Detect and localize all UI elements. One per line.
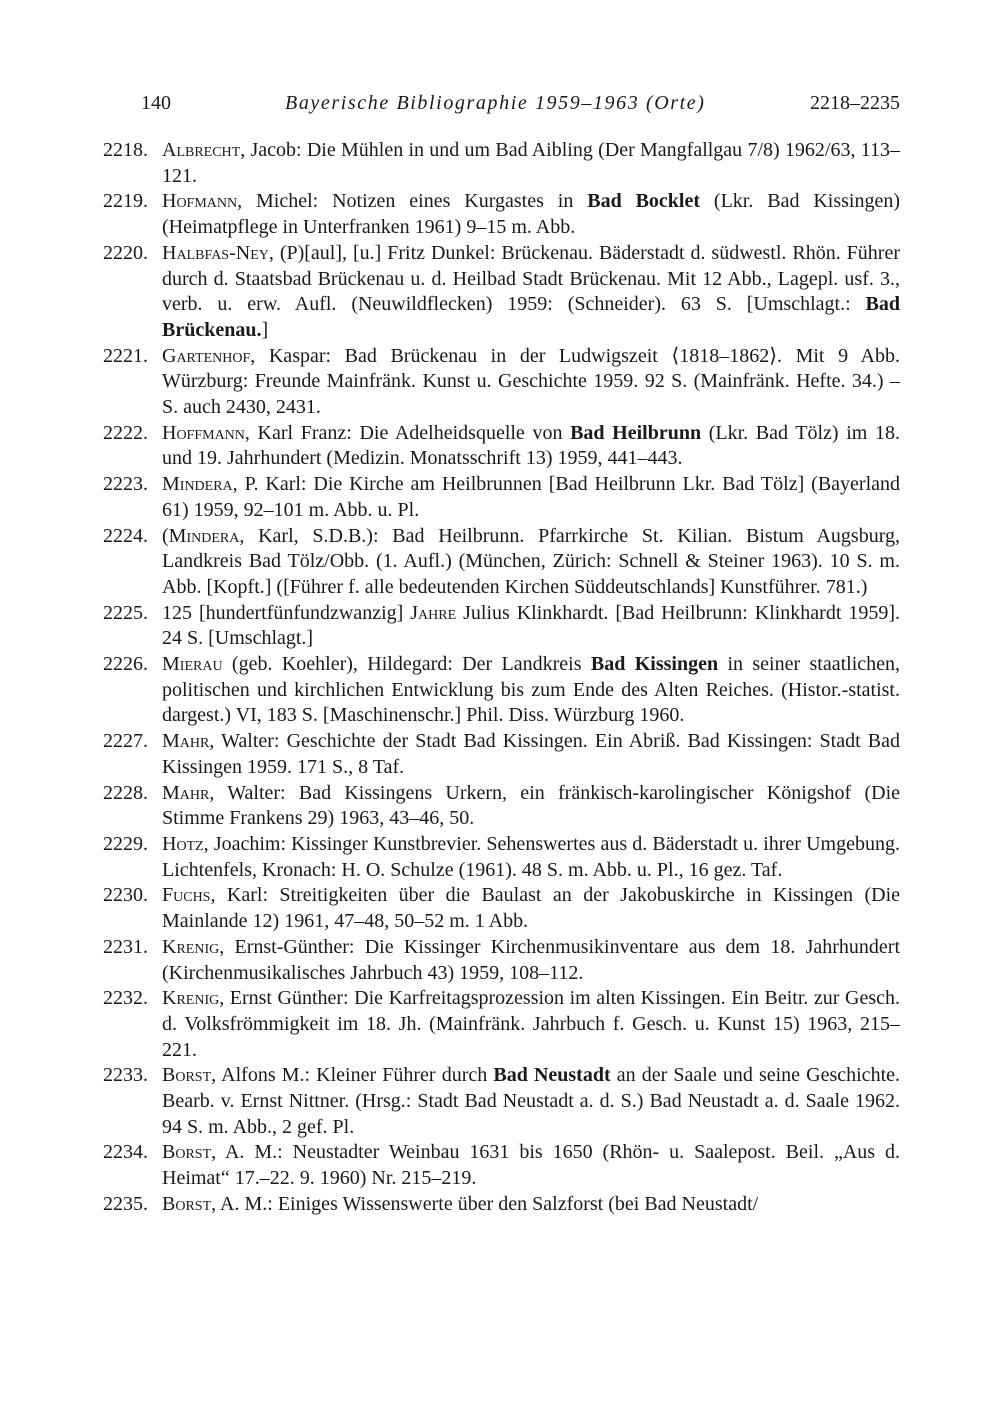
bibliography-entry (103, 652, 900, 729)
entry-number: 2219. (103, 190, 148, 213)
author-name: Mindera (168, 524, 240, 547)
entry-number: 2222. (103, 421, 148, 444)
entry-number: 2232. (103, 987, 148, 1010)
bibliography-entry (103, 781, 900, 832)
entry-number: 2223. (103, 473, 148, 496)
bibliography-entry (103, 935, 900, 986)
author-name: Jahre (410, 601, 457, 624)
bibliography-entry (103, 472, 900, 523)
entry-number: 2226. (103, 653, 148, 676)
entry-text: , Michel: Notizen eines Kurgastes in (237, 190, 588, 213)
entry-number: 2230. (103, 884, 148, 907)
entry-text: ( (162, 524, 169, 547)
bibliography-entry (103, 1192, 900, 1218)
entry-text: , A. M.: Einiges Wissenswerte über den Salzforst (bei Bad Neustadt/ (211, 1192, 759, 1215)
entry-number: 2227. (103, 730, 148, 753)
author-name: Mierau (162, 653, 223, 676)
entry-text: , Walter: Bad Kissingens Urkern, ein fränkisch-karolingischer Königshof (Die Stimme Frankens 29) 1963, 43–46, 50. (162, 781, 900, 830)
entry-text: Julius Klinkhardt. [Bad Heilbrunn: Klinkhardt 1959]. 24 S. [Umschlagt.] (162, 601, 900, 650)
entry-text: , Alfons M.: Kleiner Führer durch (211, 1064, 494, 1087)
bibliography-entry (103, 524, 900, 601)
author-name: Mahr (162, 730, 210, 753)
author-name: Mindera (162, 473, 233, 496)
entry-text: (Lkr. Bad Kissingen) (Heimatpflege in Unterfranken 1961) 9–15 m. Abb. (162, 190, 900, 239)
author-name: Hofmann (162, 190, 238, 213)
author-name: Gartenhof (162, 344, 251, 367)
place-name: Bad Brückenau. (162, 293, 900, 341)
bibliography-entry (103, 1063, 900, 1140)
author-name: Krenig (162, 935, 220, 958)
entry-text: , Kaspar: Bad Brückenau in der Ludwigszeit ⟨1818–1862⟩. Mit 9 Abb. Würzburg: Freunde Mainfränk. Kunst u. Geschichte 1959. 92 S. (Mainfränk. Hefte. 34.) – S. auch 2430, 2431. (162, 344, 900, 419)
entry-number: 2225. (103, 601, 148, 624)
entry-text: an der Saale und seine Geschichte. Bearb. v. Ernst Nittner. (Hrsg.: Stadt Bad Neustadt a. d. S.) Bad Neustadt a. d. Saale 1962. 94 S. m. Abb., 2 gef. Pl. (162, 1064, 900, 1138)
running-title: Bayerische Bibliographie 1959–1963 (Orte) (285, 92, 706, 114)
running-head (103, 88, 900, 118)
entry-text: (Lkr. Bad Tölz) im 18. und 19. Jahrhundert (Medizin. Monatsschrift 13) 1959, 441–443. (162, 421, 900, 470)
entry-number: 2229. (103, 832, 148, 855)
author-name: Albrecht (162, 139, 241, 161)
entry-text: in seiner staatlichen, politischen und kirchlichen Entwicklung bis zum Ende des Alten Reiches. (Histor.-statist. dargest.) VI, 183 S. [Maschinenschr.] Phil. Diss. Würzburg 1960. (162, 653, 901, 727)
entry-text: , Jacob: Die Mühlen in und um Bad Aibling (Der Mangfallgau 7/8) 1962/63, 113–121. (162, 139, 900, 187)
entry-text: , Karl, S.D.B.): Bad Heilbrunn. Pfarrkirche St. Kilian. Bistum Augsburg, Landkreis Bad Tölz/Obb. (1. Aufl.) (München, Zürich: Schnell & Steiner 1963). 10 S. m. Abb. [Kopft.] ([Führer f. alle bedeutenden Kirchen Süddeutschlands] Kunstführer. 781.) (162, 524, 900, 598)
entry-text: , A. M.: Neustadter Weinbau 1631 bis 1650 (Rhön- u. Saalepost. Beil. „Aus d. Heimat“ 17.–22. 9. 1960) Nr. 215–219. (162, 1141, 900, 1190)
page-number: 140 (141, 92, 171, 114)
bibliography-entry (103, 832, 900, 883)
author-name: Mahr (162, 781, 210, 804)
entry-text: , (P)[aul], [u.] Fritz Dunkel: Brückenau. Bäderstadt d. südwestl. Rhön. Führer durch d. Staatsbad Brückenau u. d. Heilbad Stadt Brückenau. Mit 12 Abb., Lagepl. usf. 3., verb. u. erw. Aufl. (Neuwildflecken) 1959: (Schneider). 63 S. [Umschlagt.: (162, 241, 900, 316)
bibliography-entry (103, 189, 900, 240)
place-name: Bad Kissingen (590, 653, 719, 676)
entry-number: 2218. (103, 139, 148, 161)
author-name: Hotz (162, 832, 204, 855)
bibliography-entry (103, 729, 900, 780)
bibliography-entry (103, 344, 900, 421)
bibliography-entry (103, 421, 900, 472)
entry-range: 2218–2235 (810, 92, 900, 114)
entry-text: , Ernst Günther: Die Karfreitagsprozession im alten Kissingen. Ein Beitr. zur Gesch. d. Volksfrömmigkeit im 18. Jh. (Mainfränk. Jahrbuch f. Gesch. u. Kunst 15) 1963, 215–221. (162, 987, 900, 1061)
bibliography-entry (103, 883, 900, 934)
entry-text: ] (261, 318, 269, 341)
author-name: Halbfas-Ney (162, 241, 269, 264)
entry-text: , Karl Franz: Die Adelheidsquelle von (244, 421, 571, 444)
author-name: Borst (162, 1192, 212, 1215)
entry-number: 2231. (103, 935, 148, 958)
entry-number: 2220. (103, 241, 148, 264)
author-name: Borst (162, 1064, 212, 1087)
entry-number: 2224. (103, 524, 148, 547)
entry-text: , P. Karl: Die Kirche am Heilbrunnen [Bad Heilbrunn Lkr. Bad Tölz] (Bayerland 61) 1959, 92–101 m. Abb. u. Pl. (162, 473, 900, 521)
entry-number: 2234. (103, 1141, 148, 1164)
entry-text: , Karl: Streitigkeiten über die Baulast an der Jakobuskirche in Kissingen (Die Mainlande 12) 1961, 47–48, 50–52 m. 1 Abb. (162, 884, 900, 933)
entry-text: (geb. Koehler), Hildegard: Der Landkreis (222, 653, 591, 676)
bibliography-entry (103, 601, 900, 652)
place-name: Bad Neustadt (493, 1064, 611, 1087)
entry-number: 2233. (103, 1064, 148, 1087)
entry-number: 2235. (103, 1192, 148, 1215)
entry-text: 125 [hundertfünfundzwanzig] (162, 601, 411, 624)
entry-number: 2221. (103, 344, 148, 367)
bibliography-entry (103, 138, 900, 189)
bibliography-entry (103, 986, 900, 1063)
entry-text: , Ernst-Günther: Die Kissinger Kirchenmusikinventare aus dem 18. Jahrhundert (Kirchenmusikalisches Jahrbuch 43) 1959, 108–112. (162, 935, 900, 984)
author-name: Hoffmann (162, 421, 245, 444)
place-name: Bad Bocklet (587, 190, 701, 213)
author-name: Fuchs (162, 884, 211, 907)
entry-number: 2228. (103, 781, 148, 804)
bibliography-entries (103, 138, 900, 1218)
place-name: Bad Heilbrunn (570, 421, 702, 444)
bibliography-entry (103, 241, 900, 344)
bibliography-entry (103, 1140, 900, 1191)
author-name: Krenig (162, 987, 220, 1010)
entry-text: , Walter: Geschichte der Stadt Bad Kissingen. Ein Abriß. Bad Kissingen: Stadt Bad Kissingen 1959. 171 S., 8 Taf. (162, 730, 900, 778)
entry-text: , Joachim: Kissinger Kunstbrevier. Sehenswertes aus d. Bäderstadt u. ihrer Umgebung. Lichtenfels, Kronach: H. O. Schulze (1961). 48 S. m. Abb. u. Pl., 16 gez. Taf. (162, 832, 900, 881)
author-name: Borst (162, 1141, 212, 1164)
